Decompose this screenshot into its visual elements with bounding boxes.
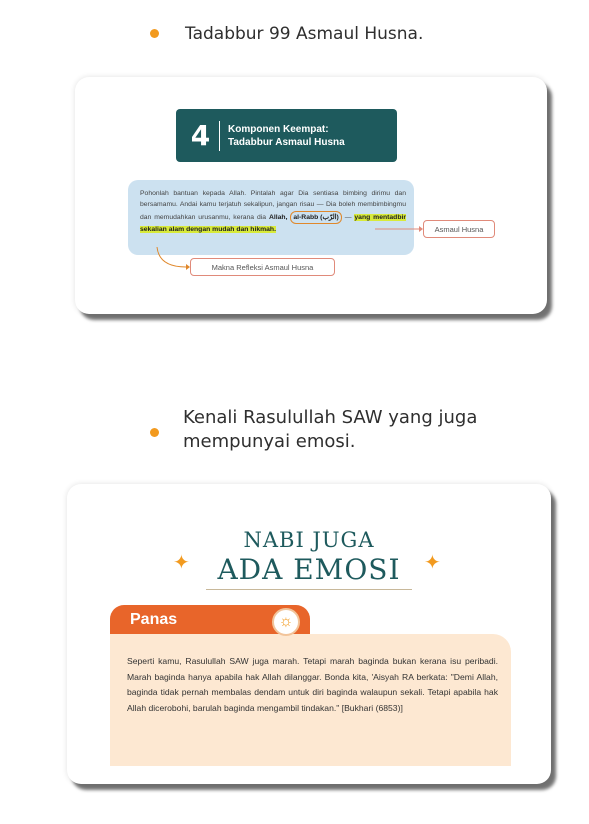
quote-highlight: yang mentadbir sekalian alam dengan mudah dan hikmah. [140, 213, 407, 233]
quote-part1: Pohonlah bantuan kepada Allah. Pintalah agar Dia sentiasa bimbing dirimu dan bersamamu. Andai kamu terjatuh sekalipun, jangan risau — Dia boleh membimbingmu dan memudahkan urusanmu, kerana dia [140, 190, 406, 221]
tadabbur-card [75, 77, 547, 314]
nabi-emosi-card [67, 484, 551, 784]
bullet-text: Tadabbur 99 Asmaul Husna. [185, 24, 424, 44]
bullet-dot-icon [150, 29, 159, 38]
bullet-item-kenali [150, 406, 483, 454]
nabi-title-line1: NABI JUGA [243, 528, 375, 552]
sun-icon: ☼ [272, 608, 300, 636]
component-title-line2: Tadabbur Asmaul Husna [228, 136, 345, 148]
bullet-dot-icon [150, 428, 159, 437]
panas-text: Seperti kamu, Rasulullah SAW juga marah. Tetapi marah baginda bukan kerana isu peribadi. Marah baginda hanya apabila hak Allah dilanggar. Bonda kita, 'Aisyah RA berkata: "Demi Allah, baginda tidak pernah membalas dendam untuk diri baginda walaupun sekali. Tetapi apabila hak Allah dicerobohi, barulah baginda mengambil tindakan." [Bukhari (6853)] [127, 656, 498, 713]
star-ornament-icon: ✦ [424, 552, 441, 574]
quote-rabb: al-Rabb (الرّب) [293, 213, 339, 221]
quote-dash: — [341, 213, 352, 221]
star-ornament-icon: ✦ [173, 552, 190, 574]
bullet-item-tadabbur [150, 24, 423, 44]
panas-body [110, 634, 511, 766]
quote-allah: Allah, [268, 213, 288, 221]
panas-label: Panas [130, 611, 178, 628]
label-asmaul-husna: Asmaul Husna [423, 220, 495, 238]
component-number: 4 [182, 121, 220, 151]
title-divider [206, 589, 412, 590]
bullet-text: Kenali Rasulullah SAW yang juga mempunyai emosi. [183, 407, 478, 452]
component-title-line1: Komponen Keempat: [228, 123, 329, 135]
connector-lines [75, 77, 547, 314]
nabi-title-line2: ADA EMOSI [217, 553, 401, 586]
label-makna-refleksi: Makna Refleksi Asmaul Husna [190, 258, 335, 276]
